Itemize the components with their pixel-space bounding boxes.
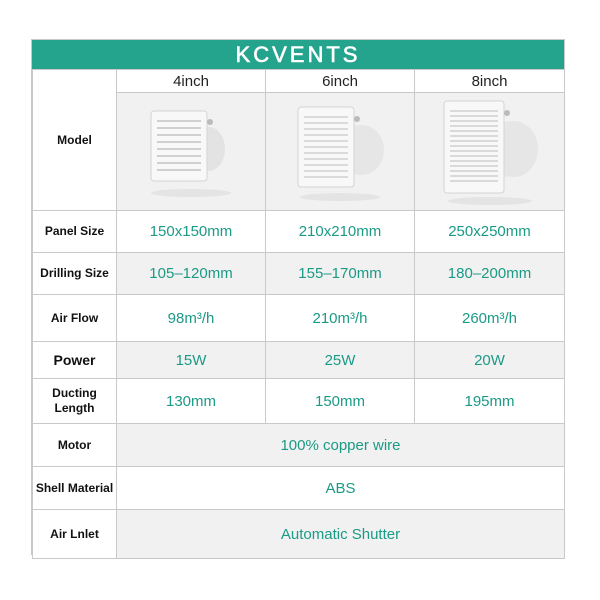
ducting-length-row [33, 379, 565, 424]
row-label-ducting-length [33, 379, 117, 424]
ducting-length-4inch: 130mm [117, 379, 266, 424]
spec-table [32, 69, 565, 559]
brand-logo: KCVENTS [235, 41, 361, 67]
drilling-size-row [33, 253, 565, 295]
row-label-air-flow: Air Flow [33, 295, 117, 342]
shell-material-row [33, 467, 565, 510]
ducting-label-line1: Ducting [52, 386, 97, 400]
row-label-power: Power [33, 342, 117, 379]
shell-material-value: ABS [117, 467, 565, 510]
vent-fan-4inch-icon [131, 97, 251, 207]
air-flow-8inch: 260m³/h [415, 295, 565, 342]
column-header-6inch: 6inch [266, 70, 415, 93]
air-flow-4inch: 98m³/h [117, 295, 266, 342]
vent-fan-6inch-icon [280, 97, 400, 207]
row-label-shell-material: Shell Material [33, 467, 117, 510]
air-inlet-row [33, 510, 565, 559]
power-4inch: 15W [117, 342, 266, 379]
ducting-length-6inch: 150mm [266, 379, 415, 424]
motor-value: 100% copper wire [117, 424, 565, 467]
size-header-row [33, 70, 565, 93]
drilling-size-6inch: 155–170mm [266, 253, 415, 295]
panel-size-8inch: 250x250mm [415, 211, 565, 253]
power-row [33, 342, 565, 379]
drilling-size-8inch: 180–200mm [415, 253, 565, 295]
panel-size-6inch: 210x210mm [266, 211, 415, 253]
power-8inch: 20W [415, 342, 565, 379]
column-header-4inch: 4inch [117, 70, 266, 93]
air-flow-6inch: 210m³/h [266, 295, 415, 342]
ducting-length-8inch: 195mm [415, 379, 565, 424]
product-image-8inch [415, 93, 565, 211]
vent-fan-8inch-icon [430, 97, 550, 207]
power-6inch: 25W [266, 342, 415, 379]
product-image-6inch [266, 93, 415, 211]
air-flow-row [33, 295, 565, 342]
panel-size-4inch: 150x150mm [117, 211, 266, 253]
row-label-motor: Motor [33, 424, 117, 467]
motor-row [33, 424, 565, 467]
air-inlet-value: Automatic Shutter [117, 510, 565, 559]
column-header-8inch: 8inch [415, 70, 565, 93]
brand-header [32, 40, 564, 69]
spec-sheet [31, 39, 565, 555]
row-label-air-inlet: Air Lnlet [33, 510, 117, 559]
drilling-size-4inch: 105–120mm [117, 253, 266, 295]
row-label-model: Model [33, 70, 117, 211]
product-image-4inch [117, 93, 266, 211]
ducting-label-line2: Length [54, 401, 95, 415]
row-label-panel-size: Panel Size [33, 211, 117, 253]
panel-size-row [33, 211, 565, 253]
row-label-drilling-size: Drilling Size [33, 253, 117, 295]
